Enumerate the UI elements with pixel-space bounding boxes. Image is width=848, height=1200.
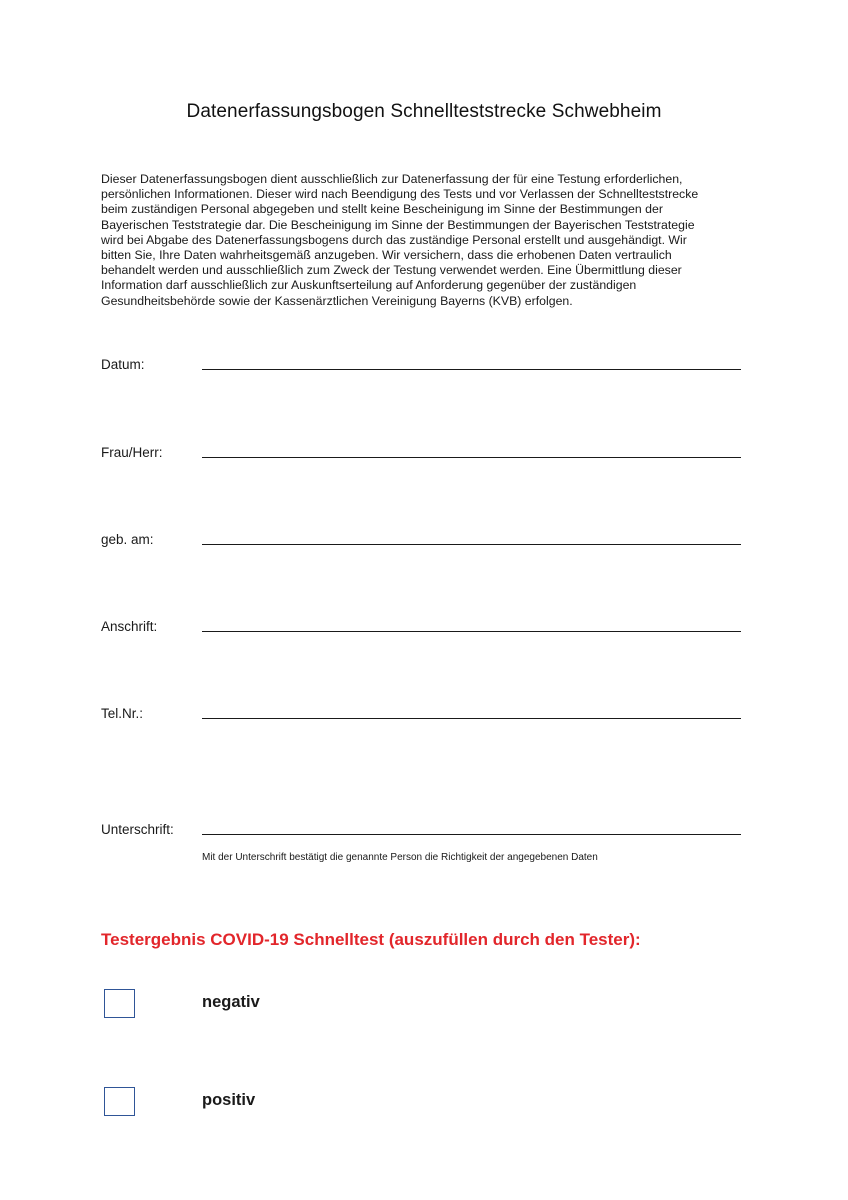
name-label: Frau/Herr: (101, 445, 163, 460)
name-row (101, 445, 741, 465)
signature-row (101, 822, 741, 842)
page-title: Datenerfassungsbogen Schnellteststrecke Schwebheim (186, 101, 662, 122)
intro-line: Dieser Datenerfassungsbogen dient ausschließlich zur Datenerfassung der für eine Testung erforderlichen, (101, 172, 683, 186)
name-field[interactable] (202, 457, 741, 458)
intro-line: behandelt werden und ausschließlich zum Zweck der Testung verwendet werden. Eine Übermittlung dieser (101, 263, 682, 278)
signature-field[interactable] (202, 834, 741, 835)
intro-paragraph (101, 172, 761, 309)
phone-label: Tel.Nr.: (101, 706, 144, 721)
phone-field[interactable] (202, 718, 741, 719)
signature-note: Mit der Unterschrift bestätigt die genannte Person die Richtigkeit der angegebenen Daten (202, 852, 598, 863)
address-label: Anschrift: (101, 619, 158, 634)
birthdate-field[interactable] (202, 544, 741, 545)
signature-label: Unterschrift: (101, 822, 174, 837)
intro-line: wird bei Abgabe des Datenerfassungsbogens durch das zuständige Personal erstellt und ausgehändigt. Wir (101, 232, 687, 247)
result-option-negative (104, 989, 404, 1023)
positive-checkbox[interactable] (104, 1087, 135, 1116)
negative-checkbox[interactable] (104, 989, 135, 1018)
address-row (101, 619, 741, 639)
address-field[interactable] (202, 631, 741, 632)
datum-row (101, 357, 741, 377)
intro-line: bitten Sie, Ihre Daten wahrheitsgemäß anzugeben. Wir versichern, dass die erhobenen Daten vertraulich (101, 248, 672, 263)
intro-line: persönlichen Informationen. Dieser wird nach Beendigung des Tests und vor Verlassen der Schnellteststrecke (101, 187, 699, 202)
result-option-positive (104, 1087, 404, 1121)
intro-line: Bayerischen Teststrategie dar. Die Bescheinigung im Sinne der Bestimmungen der Bayerischen Teststrategie (101, 217, 695, 232)
positive-label: positiv (202, 1091, 256, 1109)
intro-line: beim zuständigen Personal abgegeben und stellt keine Bescheinigung im Sinne der Bestimmungen der (101, 202, 663, 217)
phone-row (101, 706, 741, 726)
intro-line: Gesundheitsbehörde sowie der Kassenärztlichen Vereinigung Bayerns (KVB) erfolgen. (101, 293, 573, 308)
intro-line: Information darf ausschließlich zur Auskunftserteilung auf Anforderung gegenüber der zuständigen (101, 278, 637, 293)
negative-label: negativ (202, 993, 260, 1011)
result-heading: Testergebnis COVID-19 Schnelltest (auszufüllen durch den Tester): (101, 930, 641, 949)
datum-label: Datum: (101, 357, 145, 372)
birthdate-label: geb. am: (101, 532, 154, 547)
birthdate-row (101, 532, 741, 552)
datum-field[interactable] (202, 369, 741, 370)
